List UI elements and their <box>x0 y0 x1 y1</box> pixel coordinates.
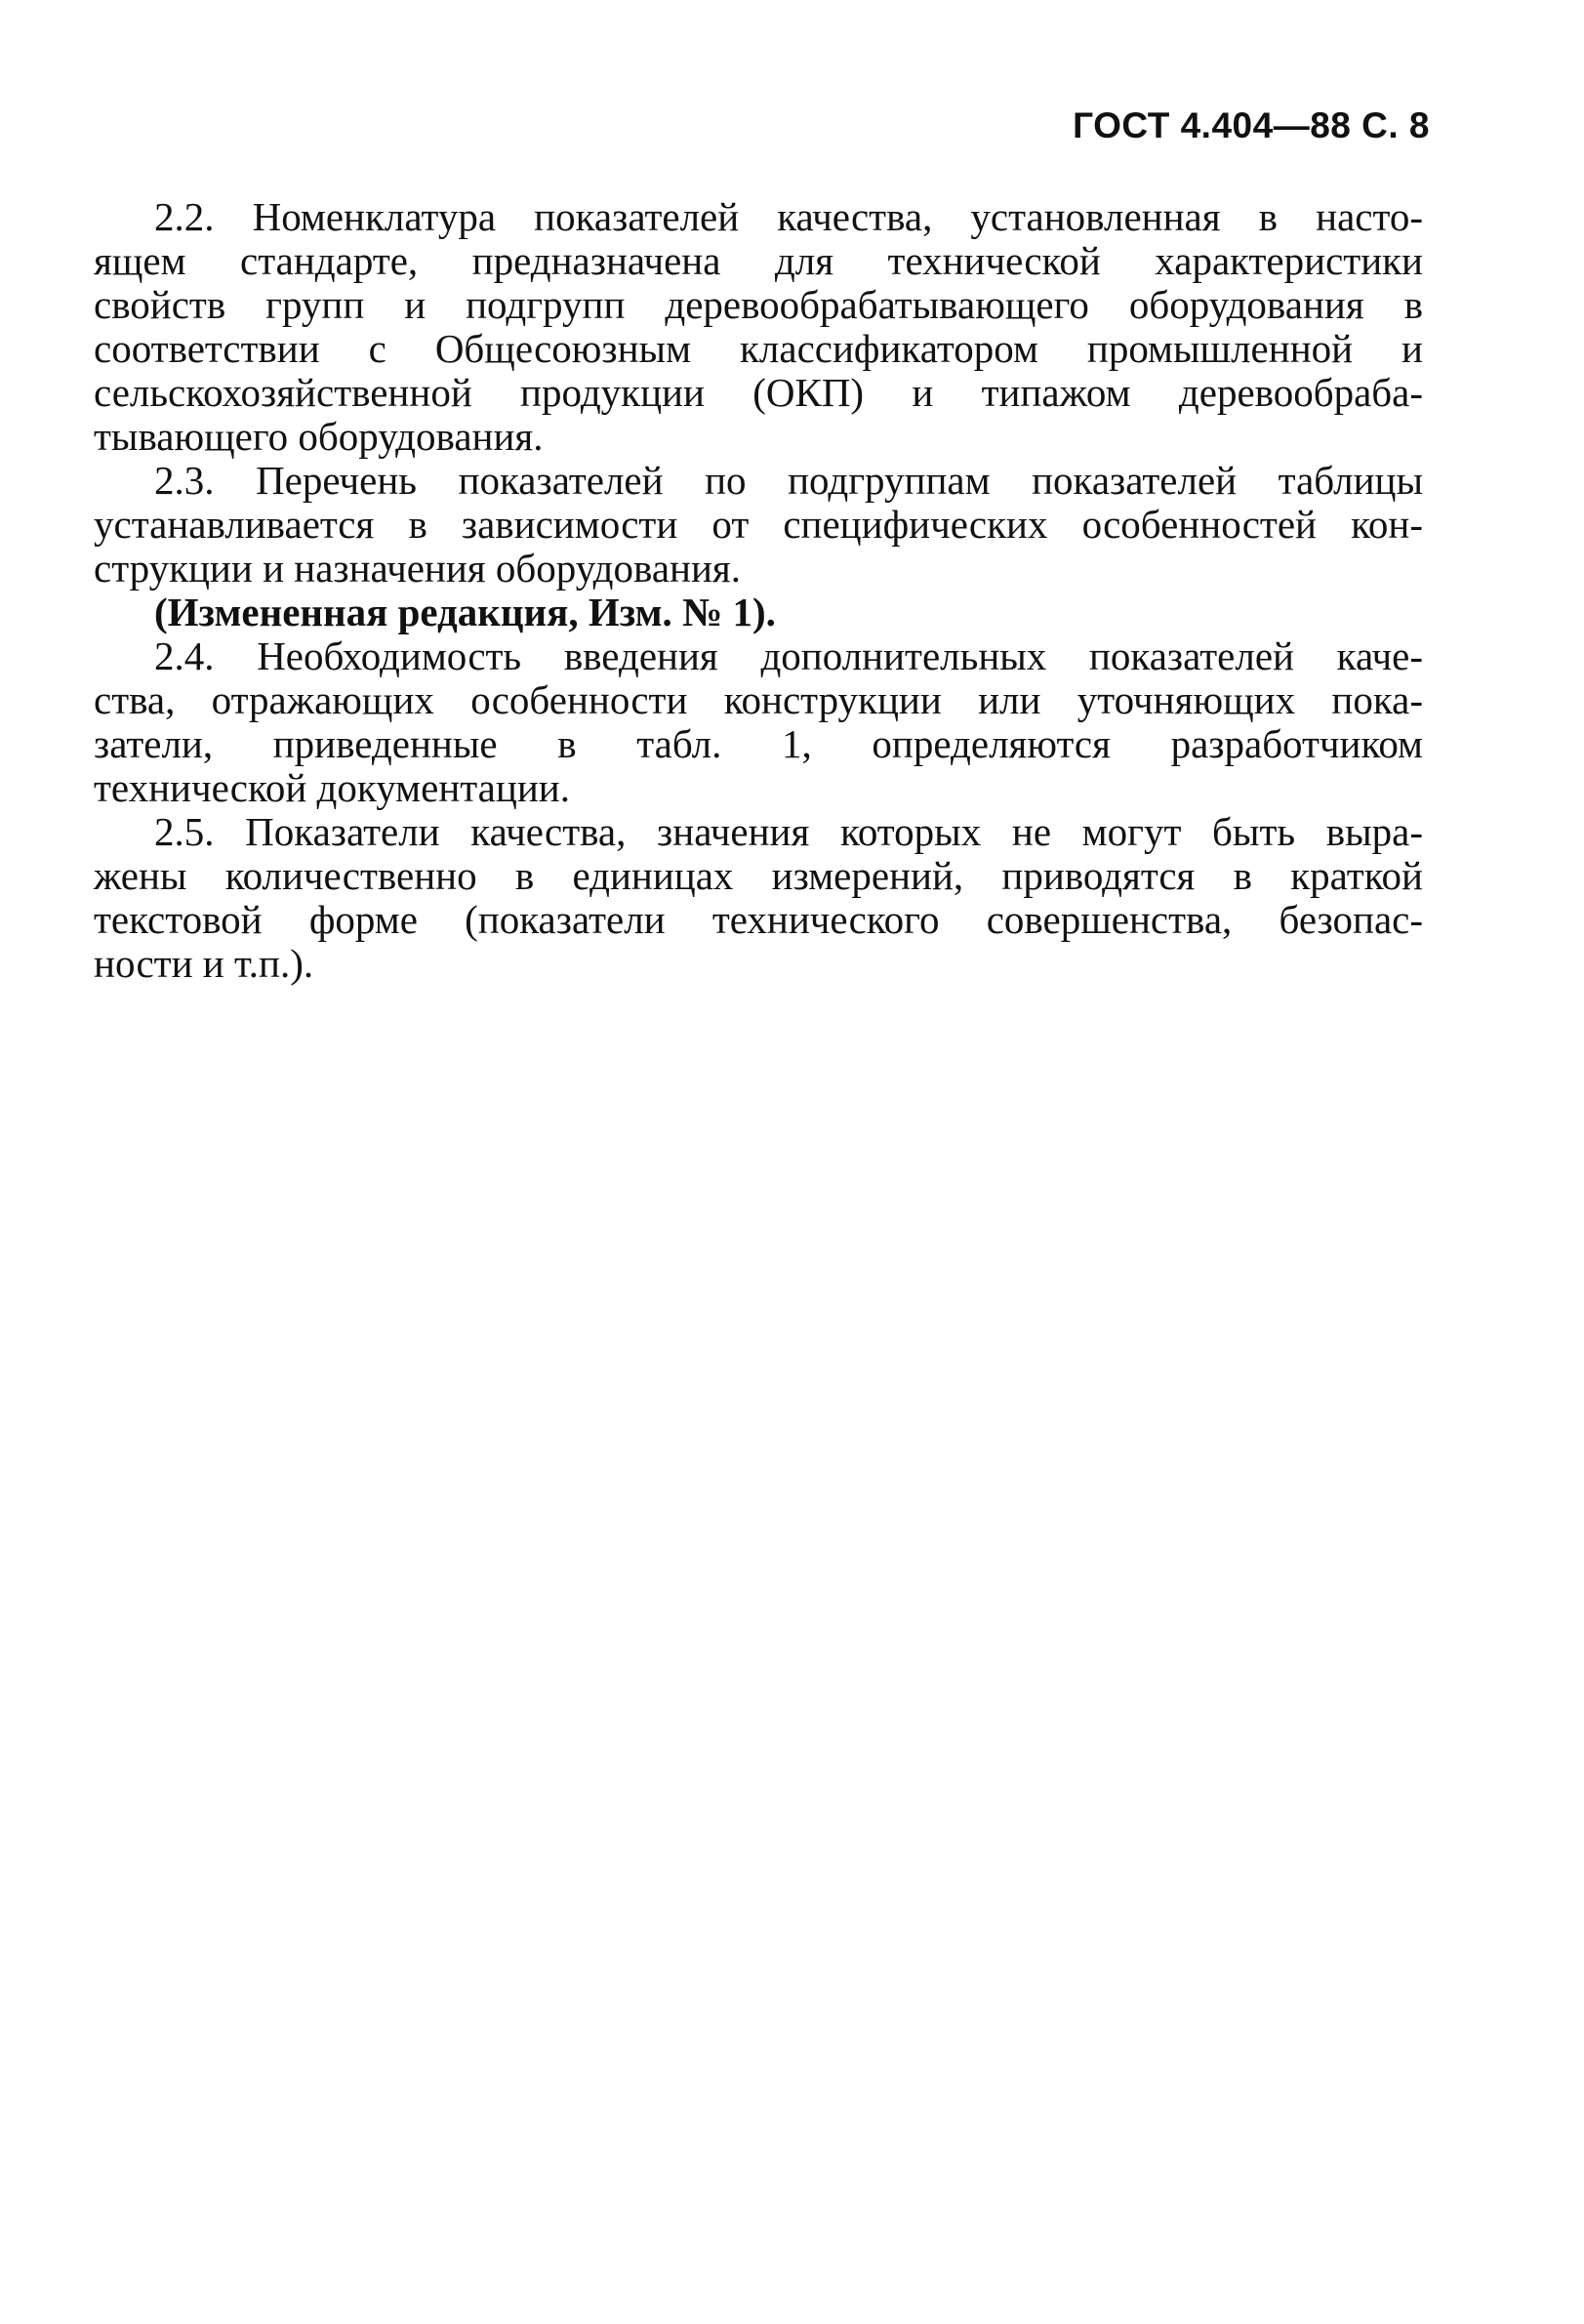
text-line: свойств групп и подгрупп деревообрабатывающего оборудования в <box>94 282 1423 327</box>
text-line: струкции и назначения оборудования. <box>94 546 742 591</box>
amendment-note: (Измененная редакция, Изм. № 1). <box>154 590 776 634</box>
text-line: 2.5. Показатели качества, значения которых не могут быть выра- <box>154 809 1423 854</box>
paragraph-2-3 <box>94 459 1423 591</box>
text-line: ства, отражающих особенности конструкции или уточняющих пока- <box>94 677 1423 722</box>
text-line: соответствии с Общесоюзным классификатором промышленной и <box>94 326 1423 371</box>
text-line: ности и т.п.). <box>94 941 314 986</box>
paragraph-2-4 <box>94 634 1423 810</box>
text-line: затели, приведенные в табл. 1, определяются разработчиком <box>94 721 1423 766</box>
text-line: 2.3. Перечень показателей по подгруппам показателей таблицы <box>154 458 1423 503</box>
text-line: тывающего оборудования. <box>94 414 544 459</box>
text-line: текстовой форме (показатели технического совершенства, безопас- <box>94 897 1423 942</box>
text-line: 2.2. Номенклатура показателей качества, установленная в насто- <box>154 194 1423 239</box>
body-text <box>94 195 1423 986</box>
text-line: сельскохозяйственной продукции (ОКП) и типажом деревообраба- <box>94 370 1423 415</box>
paragraph-2-5 <box>94 810 1423 986</box>
text-line: технической документации. <box>94 765 570 810</box>
text-line: ящем стандарте, предназначена для технической характеристики <box>94 238 1423 283</box>
text-line: жены количественно в единицах измерений, приводятся в краткой <box>94 853 1423 898</box>
text-line: устанавливается в зависимости от специфических особенностей кон- <box>94 502 1423 547</box>
page-header: ГОСТ 4.404—88 С. 8 <box>1073 105 1430 145</box>
paragraph-2-2 <box>94 195 1423 459</box>
text-line: 2.4. Необходимость введения дополнительных показателей каче- <box>154 633 1423 678</box>
